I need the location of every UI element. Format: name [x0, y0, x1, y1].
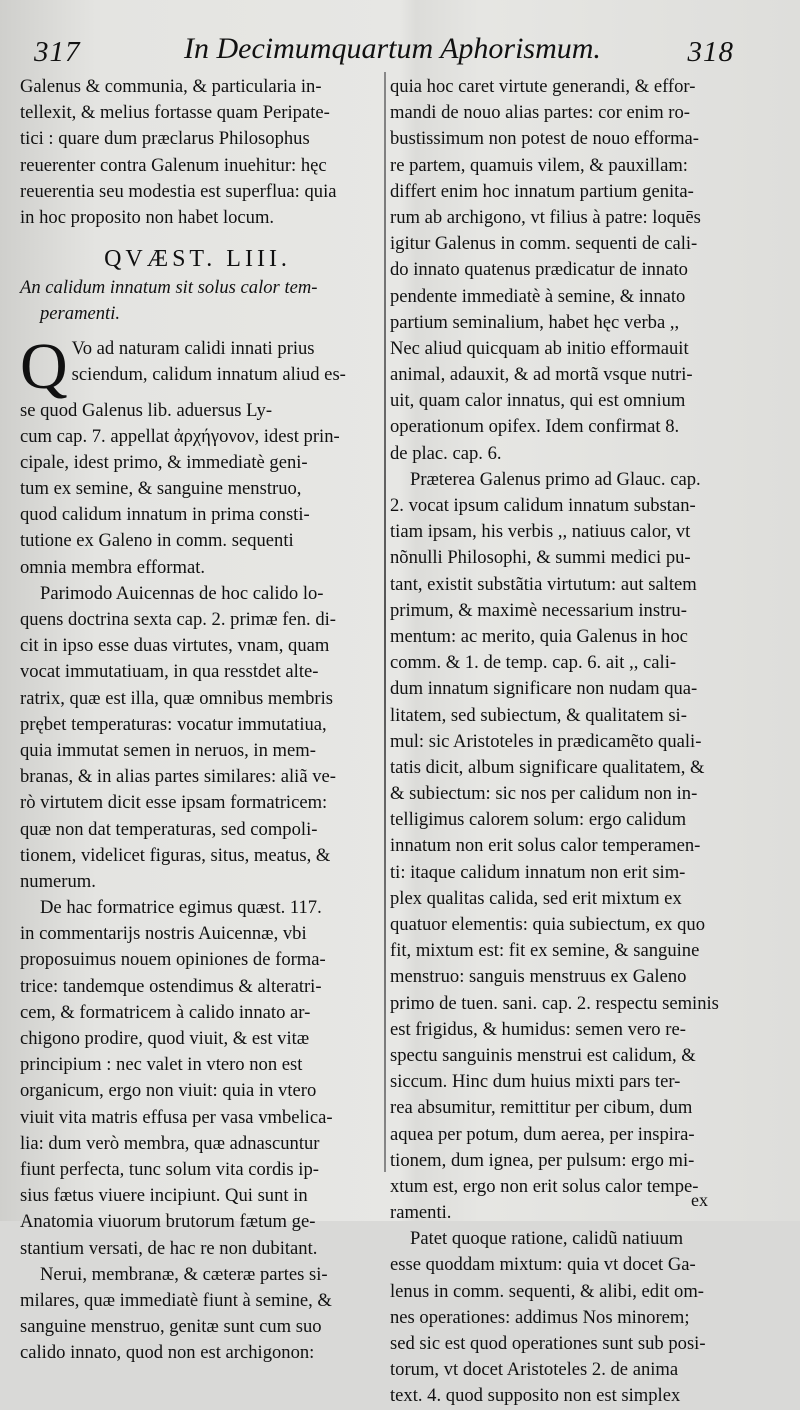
- text-line: tant, existit substãtia virtutum: aut saltem: [390, 573, 697, 595]
- text-line: telligimus calorem solum: ergo calidum: [390, 809, 687, 831]
- page-header: [34, 28, 734, 72]
- page-gutter: [384, 72, 386, 1172]
- text-line: viuit vita matris effusa per vasa vmbelica-: [20, 1106, 333, 1128]
- text-line: plex qualitas calida, sed erit mixtum ex: [390, 887, 682, 909]
- text-line: cem, & formatricem à calido innato ar-: [20, 1001, 311, 1023]
- text-line: in commentarijs nostris Auicennæ, vbi: [20, 923, 307, 945]
- text-line: dum innatum significare non nudam qua-: [390, 678, 698, 700]
- text-line: quia immutat semen in neruos, in mem-: [20, 739, 316, 761]
- left-column: [20, 74, 375, 1366]
- text-line: calido innato, quod non est archigonon:: [20, 1342, 315, 1364]
- text-line: tellexit, & melius fortasse quam Peripate-: [20, 102, 330, 124]
- text-line: menstruo: sanguis menstruus ex Galeno: [390, 966, 687, 988]
- text-line: stantium versati, de hac re non dubitant.: [20, 1237, 318, 1259]
- text-line: nes operationes: addimus Nos minorem;: [390, 1306, 690, 1328]
- text-line: prębet temperaturas: vocatur immutatiua,: [20, 713, 327, 735]
- text-line: quia hoc caret virtute generandi, & effor-: [390, 76, 696, 97]
- text-line: litatem, sed subiectum, & qualitatem si-: [390, 704, 687, 726]
- text-line: tum ex semine, & sanguine menstruo,: [20, 478, 302, 500]
- catchword: ex: [691, 1190, 708, 1210]
- text-line: bustissimum non potest de nouo efforma-: [390, 128, 700, 150]
- text-line: Nerui, membranæ, & cæteræ partes si-: [40, 1263, 328, 1285]
- text-line: proposuimus nouem opiniones de forma-: [20, 949, 326, 971]
- text-line: Vo ad naturam calidi innati prius: [71, 337, 315, 359]
- text-line: cum cap. 7. appellat ἀρχήγονον, idest prin-: [20, 425, 340, 447]
- text-line: lia: dum verò membra, quæ adnascuntur: [20, 1132, 320, 1154]
- text-line: ramenti.: [390, 1202, 452, 1224]
- text-line: aquea per potum, dum aerea, per inspira-: [390, 1123, 695, 1145]
- text-line: Parimodo Auicennas de hoc calido lo-: [40, 582, 324, 604]
- text-line: branas, & in alias partes similares: aliã ve-: [20, 766, 336, 788]
- text-line: lenus in comm. sequenti, & alibi, edit om-: [390, 1280, 704, 1302]
- text-line: tatis dicit, album significare qualitatem, &: [390, 756, 705, 778]
- text-line: animal, adauxit, & ad mortã vsque nutri-: [390, 364, 693, 386]
- text-line: operationum opifex. Idem confirmat 8.: [390, 416, 680, 438]
- text-line: quod calidum innatum in prima consti-: [20, 504, 310, 526]
- text-line: fiunt perfecta, tunc solum vita cordis ip-: [20, 1158, 319, 1180]
- text-line: torum, vt docet Aristoteles 2. de anima: [390, 1359, 679, 1381]
- text-line: sius fætus viuere incipiunt. Qui sunt in: [20, 1185, 308, 1207]
- text-line: quæ non dat temperaturas, sed compoli-: [20, 818, 318, 840]
- text-line: sciendum, calidum innatum aliud es-: [71, 363, 346, 385]
- text-line: primum, & maximè necessarium instru-: [390, 599, 687, 621]
- text-line: De hac formatrice egimus quæst. 117.: [40, 897, 322, 919]
- text-line: mandi de nouo alias partes: cor enim ro-: [390, 102, 690, 124]
- text-line: partium seminalium, habet hęc verba ,,: [390, 311, 680, 333]
- text-line: se quod Galenus lib. aduersus Ly-: [20, 399, 273, 421]
- drop-cap-initial: Q: [20, 329, 68, 403]
- text-line: chigono prodire, quod viuit, & est vitæ: [20, 1028, 310, 1049]
- question-title-line: An calidum innatum sit solus calor tem-: [20, 277, 318, 299]
- text-line: mentum: ac merito, quia Galenus in hoc: [390, 625, 688, 647]
- text-line: trice: tandemque ostendimus & alteratri-: [20, 975, 322, 997]
- text-line: omnia membra efformat.: [20, 556, 206, 578]
- text-line: est frigidus, & humidus: semen vero re-: [390, 1018, 686, 1040]
- right-column: [390, 74, 740, 1410]
- text-line: tionem, videlicet figuras, situs, meatus, &: [20, 844, 331, 866]
- text-line: nõnulli Philosophi, & summi medici pu-: [390, 547, 691, 569]
- text-line: text. 4. quod supposito non est simplex: [390, 1385, 681, 1407]
- text-line: quens doctrina sexta cap. 2. primæ fen. di-: [20, 609, 337, 630]
- text-line: spectu sanguinis menstrui est calidum, &: [390, 1044, 696, 1066]
- text-line: fit, mixtum est: fit ex semine, & sanguine: [390, 940, 700, 962]
- text-line: do innato quatenus prædicatur de innato: [390, 259, 688, 281]
- text-line: esse quoddam mixtum: quia vt docet Ga-: [390, 1254, 696, 1276]
- text-line: milares, quæ immediatè fiunt à semine, &: [20, 1289, 332, 1311]
- text-line: Patet quoque ratione, calidũ natiuum: [410, 1228, 684, 1250]
- text-line: tici : quare dum præclarus Philosophus: [20, 128, 310, 150]
- text-line: principium : nec valet in vtero non est: [20, 1054, 303, 1076]
- text-line: reuerenter contra Galenum inuehitur: hęc: [20, 154, 327, 176]
- text-line: Anatomia viuorum brutorum fætum ge-: [20, 1211, 316, 1233]
- text-line: Præterea Galenus primo ad Glauc. cap.: [410, 468, 701, 490]
- text-line: sanguine menstruo, genitæ sunt cum suo: [20, 1316, 322, 1338]
- text-line: vocat immutatiuam, in qua resstdet alte-: [20, 661, 319, 683]
- text-line: pendente immediatè à semine, & innato: [390, 285, 686, 307]
- text-line: comm. & 1. de temp. cap. 6. ait ,, cali-: [390, 652, 677, 674]
- left-page-number: 317: [34, 36, 81, 68]
- question-heading: QVÆST. LIII.: [104, 246, 291, 273]
- question-title-line: peramenti.: [40, 303, 121, 325]
- text-line: rum ab archigono, vt filius à patre: loquēs: [390, 206, 701, 228]
- text-line: numerum.: [20, 870, 96, 892]
- text-line: in hoc proposito non habet locum.: [20, 206, 275, 228]
- text-line: re partem, quamuis vilem, & pauxillam:: [390, 154, 688, 176]
- text-line: Galenus & communia, & particularia in-: [20, 76, 322, 97]
- text-line: mul: sic Aristoteles in prædicamẽto quali-: [390, 730, 702, 752]
- text-line: ratrix, quæ est illa, quæ omnibus membris: [20, 687, 333, 709]
- text-line: 2. vocat ipsum calidum innatum substan-: [390, 495, 696, 516]
- text-line: Nec aliud quicquam ab initio efformauit: [390, 337, 689, 359]
- running-title: In Decimumquartum Aphorismum.: [184, 32, 601, 65]
- text-line: reuerentia seu modestia est superflua: quia: [20, 180, 337, 202]
- text-line: rò virtutem dicit esse ipsam formatricem:: [20, 792, 328, 814]
- text-line: differt enim hoc innatum partium genita-: [390, 180, 694, 202]
- text-line: organicum, ergo non viuit: quia in vtero: [20, 1080, 317, 1102]
- text-line: de plac. cap. 6.: [390, 442, 502, 464]
- text-line: primo de tuen. sani. cap. 2. respectu seminis: [390, 992, 719, 1014]
- text-line: cipale, idest primo, & immediatè geni-: [20, 451, 308, 473]
- text-line: igitur Galenus in comm. sequenti de cali-: [390, 233, 698, 255]
- text-line: siccum. Hinc dum huius mixti pars ter-: [390, 1071, 681, 1093]
- text-line: & subiectum: sic nos per calidum non in-: [390, 783, 698, 805]
- text-line: uit, quam calor innatus, qui est omnium: [390, 390, 686, 412]
- text-line: tutione ex Galeno in comm. sequenti: [20, 530, 294, 552]
- text-line: ti: itaque calidum innatum non erit sim-: [390, 861, 686, 883]
- text-line: xtum est, ergo non erit solus calor tempe-: [390, 1175, 699, 1197]
- text-line: sed sic est quod operationes sunt sub posi-: [390, 1333, 706, 1354]
- text-line: tiam ipsam, his verbis ,, natiuus calor, vt: [390, 521, 691, 543]
- text-line: rea absumitur, remittitur per cibum, dum: [390, 1097, 693, 1119]
- text-line: innatum non erit solus calor temperamen-: [390, 835, 701, 857]
- text-line: quatuor elementis: quia subiectum, ex quo: [390, 914, 705, 935]
- text-line: cit in ipso esse duas virtutes, vnam, quam: [20, 635, 330, 657]
- right-page-number: 318: [687, 36, 734, 68]
- text-line: tionem, dum ignea, per pulsum: ergo mi-: [390, 1149, 695, 1171]
